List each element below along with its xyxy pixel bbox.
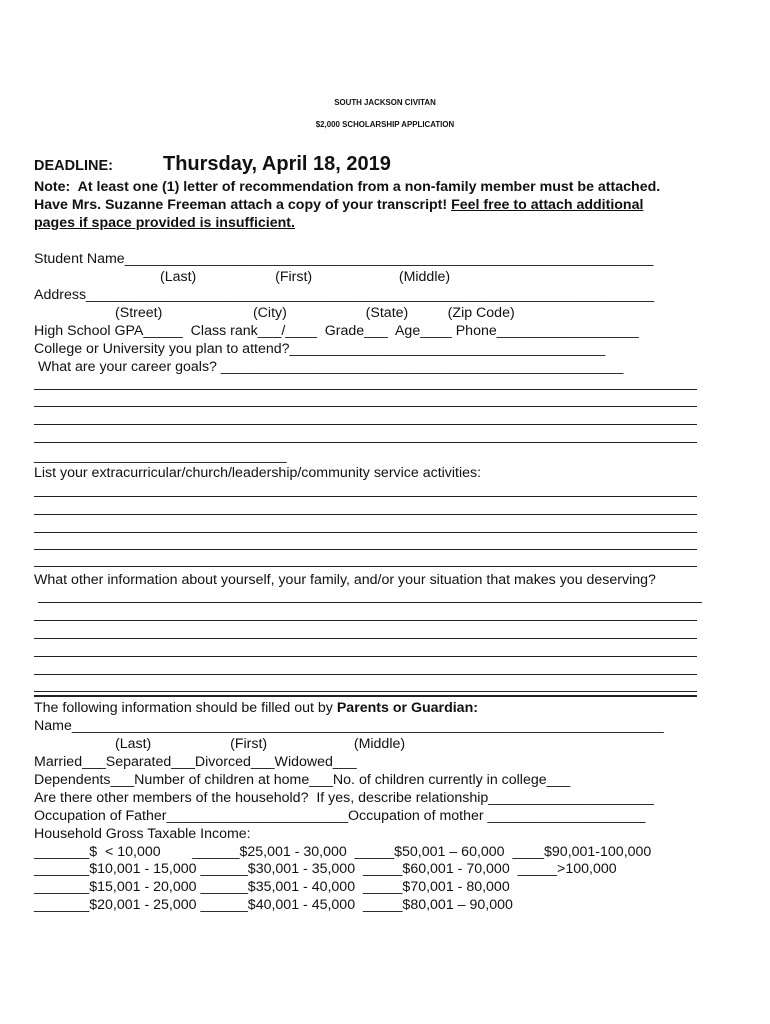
form-subtitle: $2,000 SCHOLARSHIP APPLICATION (315, 120, 455, 129)
occupation-line[interactable]: Occupation of Father_______________________Occupation of mother ____________________ (34, 808, 646, 824)
parent-name-sublabels: (Last) (First) (Middle) (115, 736, 406, 752)
career-answer-line[interactable] (34, 406, 697, 407)
income-row-3[interactable]: _______$15,001 - 20,000 ______$35,001 - 40,000 _____$70,001 - 80,000 (34, 879, 510, 895)
activities-answer-line[interactable] (34, 514, 697, 515)
income-row-4[interactable]: _______$20,001 - 25,000 ______$40,001 - 45,000 _____$80,001 – 90,000 (34, 897, 513, 913)
parents-intro-bold: Parents or Guardian: (336, 700, 478, 716)
deadline-label: DEADLINE: (34, 158, 113, 174)
form-title: SOUTH JACKSON CIVITAN (334, 98, 436, 107)
career-answer-tail[interactable]: ________________________________ (34, 448, 287, 464)
activities-answer-line[interactable] (34, 496, 697, 497)
note-attach-additional: Feel free to attach additional (451, 197, 644, 213)
deserving-answer-line[interactable] (34, 691, 697, 692)
career-answer-line[interactable] (34, 424, 697, 425)
activities-answer-line[interactable] (34, 566, 697, 567)
student-name-field[interactable]: Student Name___________________________________________________________________ (34, 251, 654, 267)
career-answer-line[interactable] (34, 442, 697, 443)
note-line-2 (34, 197, 643, 213)
income-label: Household Gross Taxable Income: (34, 826, 251, 842)
note-transcript: Have Mrs. Suzanne Freeman attach a copy of your transcript! (34, 197, 452, 213)
section-divider (34, 695, 697, 697)
parent-name-field[interactable]: Name___________________________________________________________________________ (34, 718, 664, 734)
gpa-rank-grade-age-phone-line[interactable]: High School GPA_____ Class rank___/____ Grade___ Age____ Phone__________________ (34, 323, 639, 339)
career-answer-line[interactable] (34, 389, 697, 390)
deadline-date: Thursday, April 18, 2019 (163, 153, 391, 175)
deserving-answer-line[interactable] (34, 638, 697, 639)
note-line-3: pages if space provided is insufficient. (34, 215, 295, 231)
dependents-line[interactable]: Dependents___Number of children at home___No. of children currently in college___ (34, 772, 571, 788)
activities-answer-line[interactable] (34, 549, 697, 550)
income-row-1[interactable]: _______$ < 10,000 ______$25,001 - 30,000 _____$50,001 – 60,000 ____$90,001-100,000 (34, 844, 652, 860)
activities-answer-line[interactable] (34, 532, 697, 533)
deserving-answer-line[interactable] (34, 674, 697, 675)
deserving-answer-line[interactable] (34, 656, 697, 657)
parents-intro (34, 700, 478, 716)
student-name-sublabels: (Last) (First) (Middle) (160, 269, 451, 285)
activities-label: List your extracurricular/church/leadership/community service activities: (34, 465, 482, 481)
deserving-answer-line[interactable] (34, 620, 697, 621)
income-row-2[interactable]: _______$10,001 - 15,000 ______$30,001 - 35,000 _____$60,001 - 70,000 _____>100,000 (34, 861, 617, 877)
address-field[interactable]: Address________________________________________________________________________ (34, 287, 655, 303)
career-goals-field[interactable]: What are your career goals? ___________________________________________________ (34, 359, 624, 375)
college-field[interactable]: College or University you plan to attend?________________________________________ (34, 341, 606, 357)
marital-status-line[interactable]: Married___Separated___Divorced___Widowed___ (34, 754, 357, 770)
deserving-answer-line[interactable] (38, 602, 702, 603)
address-sublabels: (Street) (City) (State) (Zip Code) (115, 305, 515, 321)
note-line-1: Note: At least one (1) letter of recommendation from a non-family member must be attached. (34, 179, 661, 195)
household-members-line[interactable]: Are there other members of the household? If yes, describe relationship_____________________ (34, 790, 654, 806)
deserving-label: What other information about yourself, your family, and/or your situation that makes you deserving? (34, 572, 656, 588)
parents-intro-text: The following information should be filled out by (34, 700, 337, 716)
